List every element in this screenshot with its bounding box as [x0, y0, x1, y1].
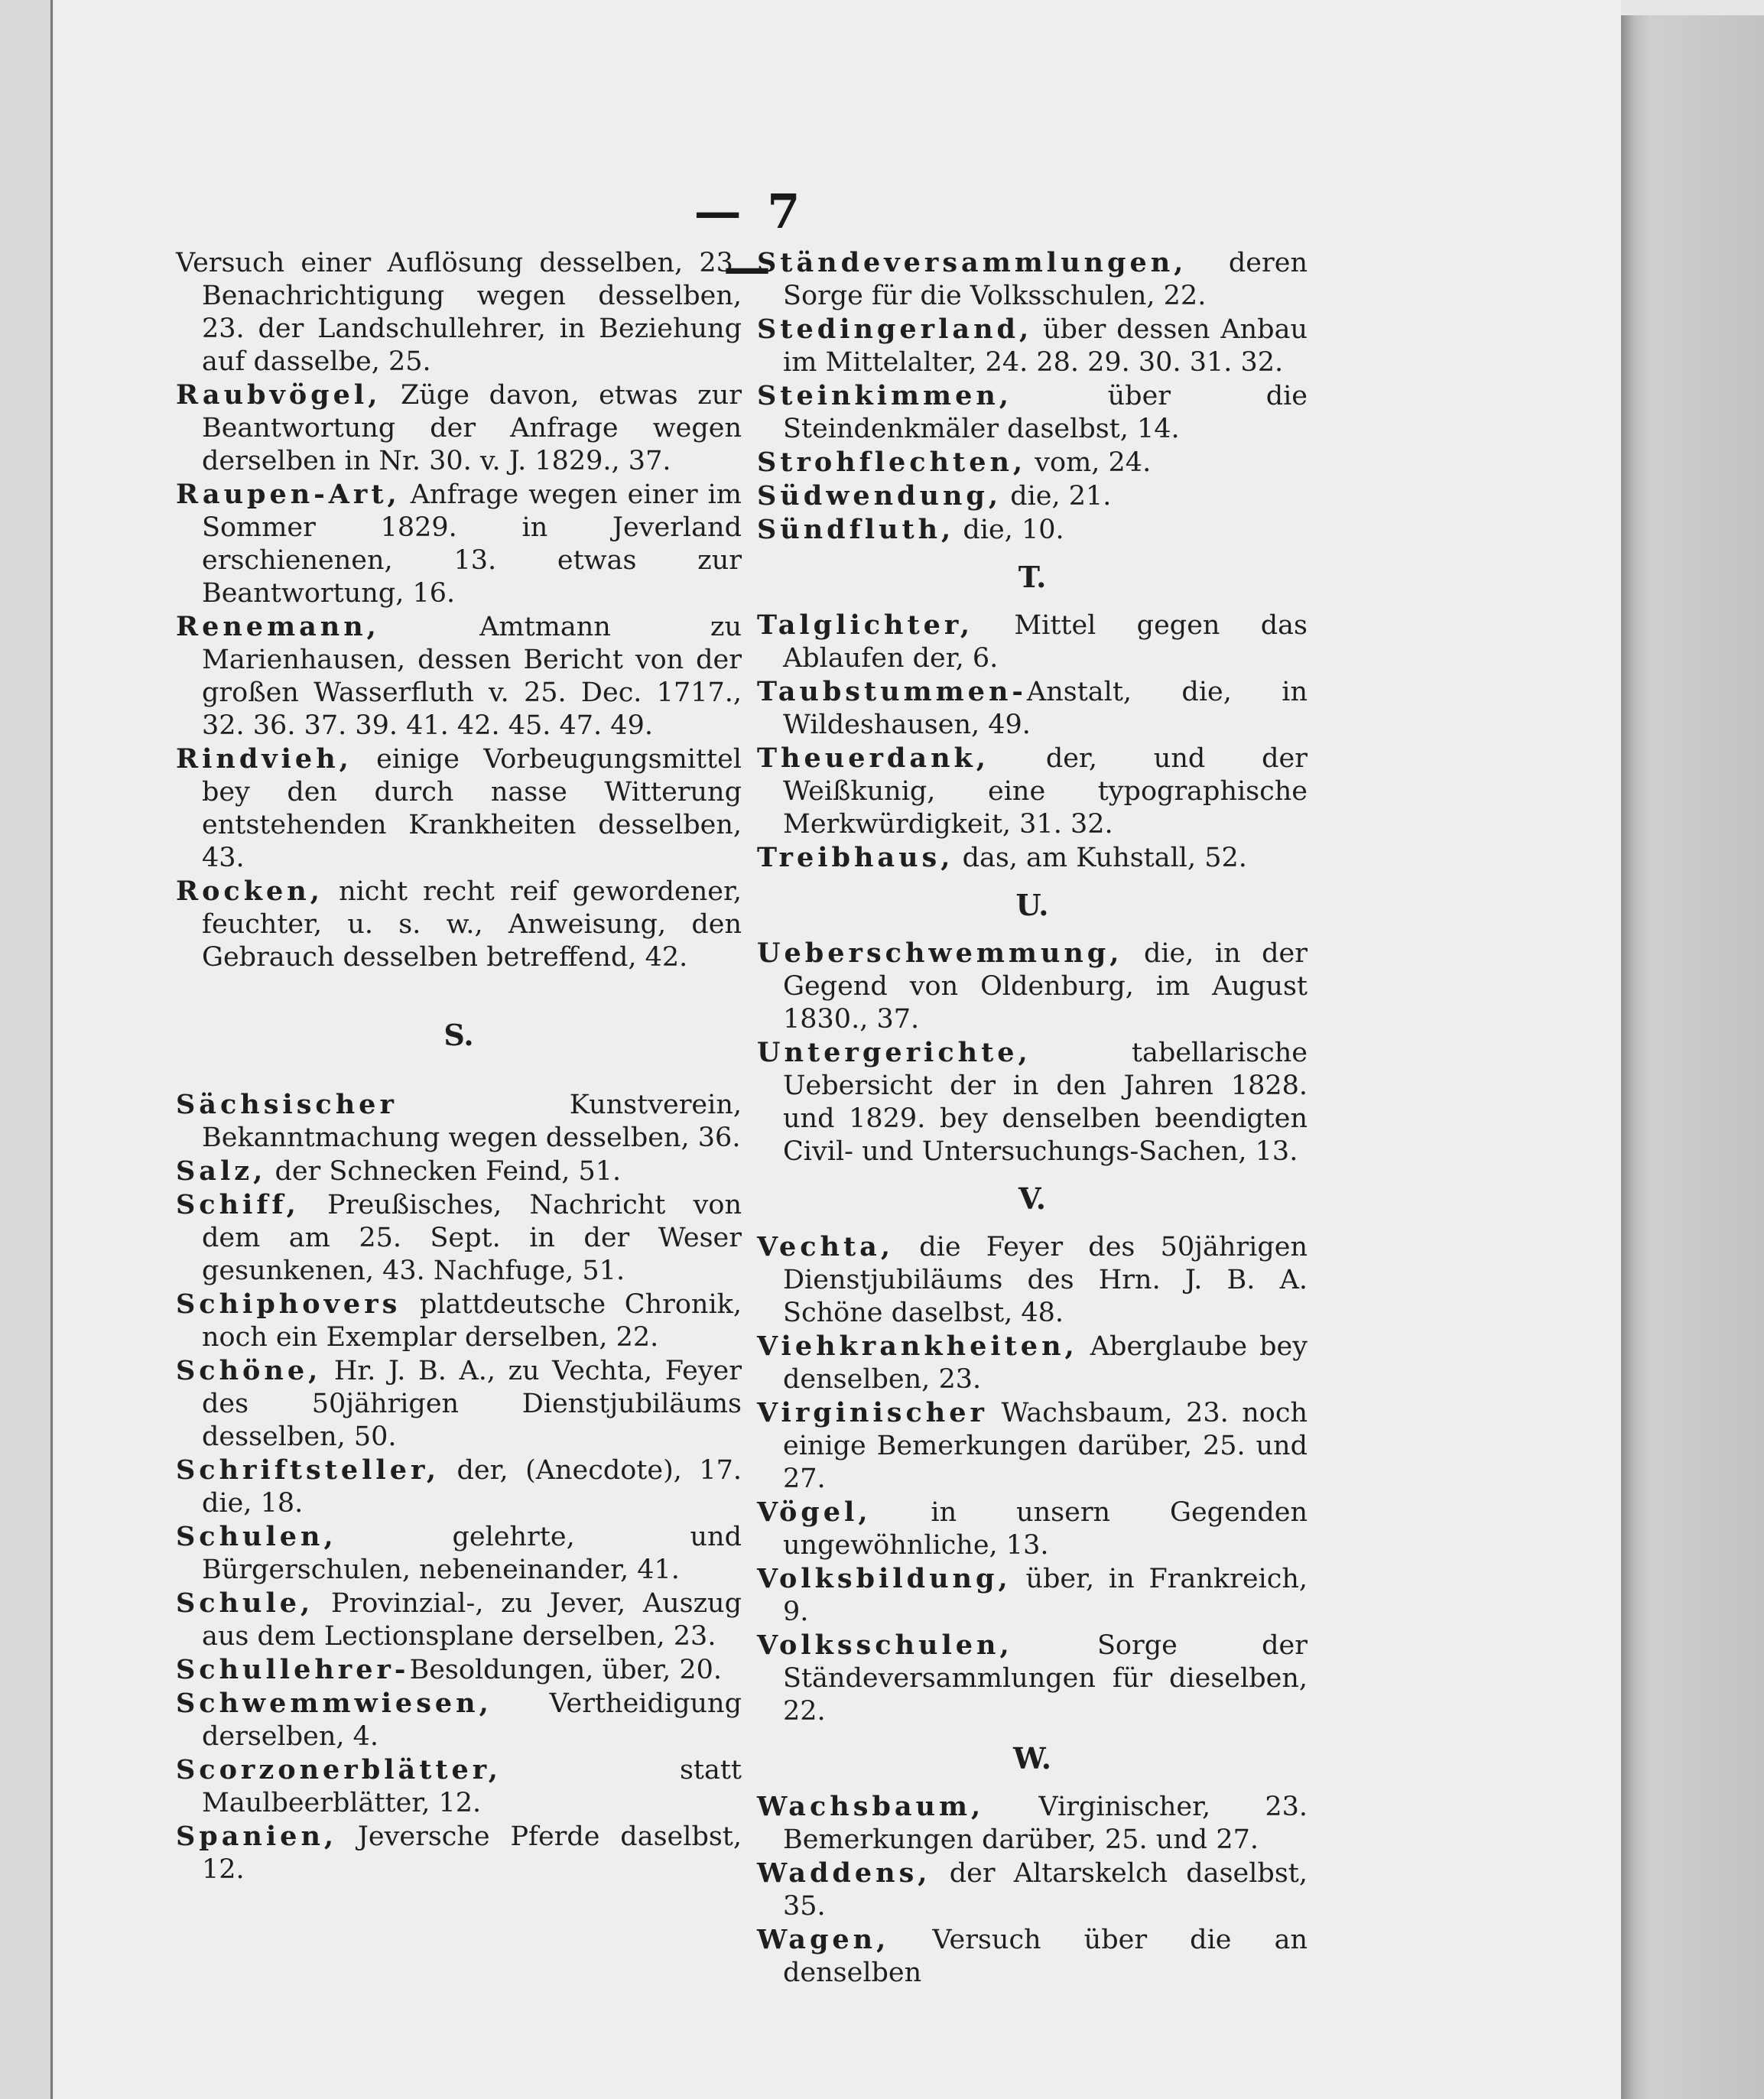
index-entry: Talglichter, Mittel gegen das Ablaufen der, 6.: [757, 609, 1308, 674]
index-entry: Volksbildung, über, in Frankreich, 9.: [757, 1563, 1308, 1627]
index-entry: Raubvögel, Züge davon, etwas zur Beantwortung der Anfrage wegen derselben in Nr. 30. v. J. 1829., 37.: [176, 379, 742, 476]
right-column: [757, 246, 1308, 1990]
section-heading-v: V.: [1018, 1181, 1047, 1216]
index-entry: Waddens, der Altarskelch daselbst, 35.: [757, 1857, 1308, 1922]
index-entry: Versuch einer Auflösung desselben, 23. Benachrichtigung wegen desselben, 23. der Landschullehrer, in Beziehung auf dasselbe, 25.: [176, 248, 742, 377]
right-entries-top: [757, 246, 1308, 547]
left-entries-s: [176, 1088, 742, 1886]
index-entry: Theuerdank, der, und der Weißkunig, eine typographische Merkwürdigkeit, 31. 32.: [757, 742, 1308, 840]
page-number: — 7 —: [694, 184, 805, 295]
index-entry: Renemann, Amtmann zu Marienhausen, dessen Bericht von der großen Wasserfluth v. 25. Dec. 1717., 32. 36. 37. 39. 41. 42. 45. 47. 49.: [176, 611, 742, 741]
index-entry: Sündfluth, die, 10.: [757, 514, 1064, 545]
section-heading-s: S.: [443, 1018, 474, 1052]
index-entry: Spanien, Jeversche Pferde daselbst, 12.: [176, 1821, 742, 1885]
index-entry: Schiphovers plattdeutsche Chronik, noch ein Exemplar derselben, 22.: [176, 1288, 742, 1353]
index-entry: Schriftsteller, der, (Anecdote), 17. die, 18.: [176, 1454, 742, 1519]
index-entry: Taubstummen-Anstalt, die, in Wildeshausen, 49.: [757, 676, 1308, 740]
right-entries-v: [757, 1230, 1308, 1728]
right-entries-u: [757, 937, 1308, 1168]
index-entry: Strohflechten, vom, 24.: [757, 447, 1152, 478]
index-entry: Rindvieh, einige Vorbeugungsmittel bey den durch nasse Witterung entstehenden Krankheiten desselben, 43.: [176, 743, 742, 873]
index-entry: Vechta, die Feyer des 50jährigen Dienstjubiläums des Hrn. J. B. A. Schöne daselbst, 48.: [757, 1231, 1308, 1328]
index-entry: Wagen, Versuch über die an denselben: [757, 1924, 1308, 1988]
right-entries-w: [757, 1790, 1308, 1990]
page-edge-shadow: [1621, 15, 1764, 2099]
section-heading-u: U.: [1015, 888, 1049, 922]
index-entry: Ueberschwemmung, die, in der Gegend von Oldenburg, im August 1830., 37.: [757, 937, 1308, 1035]
index-entry: Volksschulen, Sorge der Ständeversammlungen für dieselben, 22.: [757, 1629, 1308, 1727]
index-entry: Vögel, in unsern Gegenden ungewöhnliche, 13.: [757, 1496, 1308, 1561]
index-entry: Schiff, Preußisches, Nachricht von dem am 25. Sept. in der Weser gesunkenen, 43. Nachfuge, 51.: [176, 1189, 742, 1286]
index-entry: Wachsbaum, Virginischer, 23. Bemerkungen darüber, 25. und 27.: [757, 1791, 1308, 1855]
index-entry: Schwemmwiesen, Vertheidigung derselben, 4.: [176, 1688, 742, 1752]
index-entry: Viehkrankheiten, Aberglaube bey denselben, 23.: [757, 1331, 1308, 1395]
index-entry: Virginischer Wachsbaum, 23. noch einige Bemerkungen darüber, 25. und 27.: [757, 1397, 1308, 1494]
index-entry: Südwendung, die, 21.: [757, 480, 1112, 512]
index-entry: Stedingerland, über dessen Anbau im Mittelalter, 24. 28. 29. 30. 31. 32.: [757, 314, 1308, 378]
index-entry: Raupen-Art, Anfrage wegen einer im Sommer 1829. in Jeverland erschienenen, 13. etwas zur Beantwortung, 16.: [176, 479, 742, 609]
index-entry: Ständeversammlungen, deren Sorge für die Volksschulen, 22.: [757, 247, 1308, 311]
index-entry: Schöne, Hr. J. B. A., zu Vechta, Feyer des 50jährigen Dienstjubiläums desselben, 50.: [176, 1355, 742, 1452]
index-entry: Treibhaus, das, am Kuhstall, 52.: [757, 842, 1247, 873]
right-entries-t: [757, 609, 1308, 875]
index-entry: Steinkimmen, über die Steindenkmäler daselbst, 14.: [757, 380, 1308, 444]
left-column: [176, 246, 742, 1886]
adjacent-page-strip: [0, 0, 53, 2099]
section-heading-w: W.: [1013, 1741, 1051, 1776]
index-entry: Schule, Provinzial-, zu Jever, Auszug aus dem Lectionsplane derselben, 23.: [176, 1587, 742, 1652]
index-entry: Untergerichte, tabellarische Uebersicht der in den Jahren 1828. und 1829. bey denselben beendigten Civil- und Untersuchungs-Sachen, 13.: [757, 1037, 1308, 1167]
section-heading-t: T.: [1018, 560, 1047, 594]
index-entry: Schulen, gelehrte, und Bürgerschulen, nebeneinander, 41.: [176, 1521, 742, 1585]
index-entry: Schullehrer-Besoldungen, über, 20.: [176, 1654, 722, 1685]
index-entry: Salz, der Schnecken Feind, 51.: [176, 1155, 622, 1187]
left-entries-top: [176, 246, 742, 974]
index-entry: Scorzonerblätter, statt Maulbeerblätter, 12.: [176, 1754, 742, 1818]
index-entry: Rocken, nicht recht reif gewordener, feuchter, u. s. w., Anweisung, den Gebrauch desselben betreffend, 42.: [176, 876, 742, 973]
index-entry: Sächsischer Kunstverein, Bekanntmachung wegen desselben, 36.: [176, 1089, 742, 1153]
